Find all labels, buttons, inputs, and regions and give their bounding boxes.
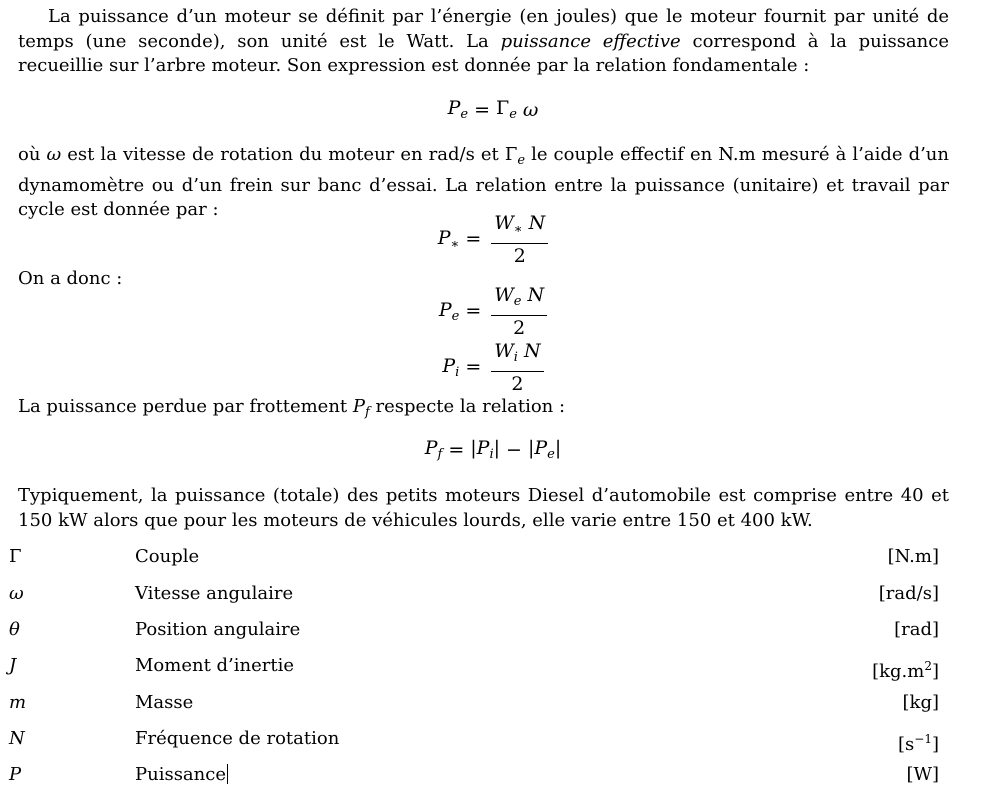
paragraph-text: La puissance d’un moteur se définit par l’énergie (en joules) que le moteur fournit par unité de temps (une seconde), son unité est le Watt. La [18, 6, 949, 52]
eq-subscript: ∗ [513, 222, 523, 237]
inline-gamma: Γ [504, 144, 518, 165]
nomenclature-row [0, 542, 986, 572]
eq-operator: = [465, 228, 482, 250]
unit-text: [s [898, 734, 915, 755]
eq-symbol: N [524, 340, 541, 362]
eq-operator: = [465, 300, 482, 322]
nomenclature-row [0, 760, 986, 790]
nomenclature-unit [872, 651, 939, 687]
nomenclature-row [0, 651, 986, 681]
eq-operator: − [506, 438, 522, 461]
unit-superscript: 2 [924, 659, 932, 673]
paragraph-friction [18, 395, 949, 426]
nomenclature-description: Vitesse angulaire [135, 583, 294, 604]
eq-subscript: i [513, 350, 518, 365]
nomenclature-description: Position angulaire [135, 619, 301, 640]
equation-friction-power [0, 437, 986, 462]
nomenclature-unit: [N.m] [887, 546, 939, 567]
eq-operator: = [474, 98, 491, 121]
nomenclature-unit: [W] [906, 764, 939, 785]
eq-fraction [491, 284, 547, 338]
unit-text: [kg.m [872, 661, 925, 682]
paragraph-therefore: On a donc : [18, 268, 123, 289]
equation-effective-power [0, 97, 986, 122]
inline-pf: P [352, 396, 365, 417]
eq-fraction [491, 340, 543, 394]
eq-subscript: i [455, 364, 460, 380]
eq-symbol: P [442, 354, 456, 377]
eq-symbol: P [534, 437, 548, 459]
unit-superscript: −1 [914, 732, 932, 746]
text-cursor [227, 764, 228, 784]
equation-unit-power [0, 212, 986, 266]
nomenclature-symbol: ω [9, 583, 24, 604]
nomenclature-symbol: θ [9, 619, 20, 640]
eq-subscript: i [489, 447, 494, 462]
eq-operator: = [448, 438, 465, 461]
eq-operator: = [465, 356, 482, 378]
eq-symbol: P [437, 226, 451, 249]
nomenclature-description: Puissance [135, 764, 226, 785]
nomenclature-row [0, 579, 986, 609]
eq-abs-close: | [554, 437, 562, 459]
paragraph-text: La puissance perdue par frottement [18, 396, 353, 417]
paragraph-text: est la vitesse de rotation du moteur en rad/s et [61, 144, 505, 165]
eq-symbol: W [494, 212, 514, 234]
nomenclature-symbol: J [9, 655, 17, 676]
eq-abs-close: | [493, 437, 501, 459]
nomenclature-unit: [rad/s] [878, 583, 939, 604]
unit-text: ] [931, 661, 939, 682]
nomenclature-description: Masse [135, 692, 194, 713]
paragraph-text: respecte la relation : [369, 396, 566, 417]
inline-omega: ω [46, 144, 62, 165]
nomenclature-unit: [kg] [902, 692, 939, 713]
inline-pf-subscript: f [365, 405, 370, 420]
nomenclature-row [0, 615, 986, 645]
eq-symbol: N [528, 212, 546, 234]
emphasis-effective-power: puissance effective [500, 30, 681, 52]
eq-denominator: 2 [513, 245, 526, 267]
eq-symbol: W [494, 340, 514, 362]
eq-subscript: f [437, 447, 443, 462]
nomenclature-description-editable[interactable] [135, 760, 228, 790]
unit-text: ] [931, 734, 939, 755]
eq-subscript: e [513, 294, 522, 309]
equation-indicated-work [0, 340, 986, 394]
eq-subscript: e [509, 107, 517, 122]
nomenclature-symbol: P [9, 764, 22, 785]
eq-subscript: ∗ [450, 236, 460, 252]
eq-abs-open: | [470, 437, 477, 459]
eq-subscript: e [460, 107, 469, 122]
eq-denominator: 2 [511, 373, 524, 395]
eq-symbol: P [438, 298, 452, 321]
nomenclature-symbol: N [9, 728, 25, 749]
paragraph-text: correspond à la puissance recueillie sur l’arbre moteur. Son expression est donnée par la relation fondamentale : [18, 30, 949, 76]
eq-denominator: 2 [513, 317, 526, 339]
eq-symbol: P [424, 437, 438, 459]
nomenclature-description: Fréquence de rotation [135, 728, 340, 749]
eq-symbol: N [527, 284, 545, 306]
nomenclature-unit [898, 724, 939, 760]
nomenclature-description: Moment d’inertie [135, 655, 295, 676]
paragraph-power-definition [18, 5, 949, 79]
eq-symbol: Γ [496, 97, 510, 119]
paragraph-text: où [18, 144, 47, 165]
nomenclature-symbol: m [9, 692, 27, 713]
inline-gamma-subscript: e [517, 153, 526, 168]
eq-symbol: ω [522, 98, 539, 121]
nomenclature-unit: [rad] [894, 619, 939, 640]
paragraph-variables [18, 143, 949, 223]
eq-subscript: e [451, 308, 460, 324]
eq-symbol: P [476, 437, 490, 459]
paragraph-typical-power: Typiquement, la puissance (totale) des petits moteurs Diesel d’automobile est comprise entre 40 et 150 kW alors que pour les moteurs de véhicules lourds, elle varie entre 150 et 400 kW. [18, 485, 949, 531]
eq-abs-open: | [527, 437, 535, 459]
eq-symbol: P [447, 97, 461, 119]
equation-effective-work [0, 284, 986, 338]
nomenclature-row [0, 688, 986, 718]
nomenclature-symbol: Γ [9, 546, 22, 567]
eq-subscript: e [547, 447, 555, 462]
paragraph-text: le couple effectif en N.m mesuré à l’aide d’un dynamomètre ou d’un frein sur banc d’essai. La relation entre la puissance (unitaire) et travail par cycle est donnée par : [18, 144, 949, 220]
nomenclature-row [0, 724, 986, 754]
eq-symbol: W [494, 284, 514, 306]
nomenclature-description: Couple [135, 546, 200, 567]
eq-fraction [491, 212, 548, 266]
